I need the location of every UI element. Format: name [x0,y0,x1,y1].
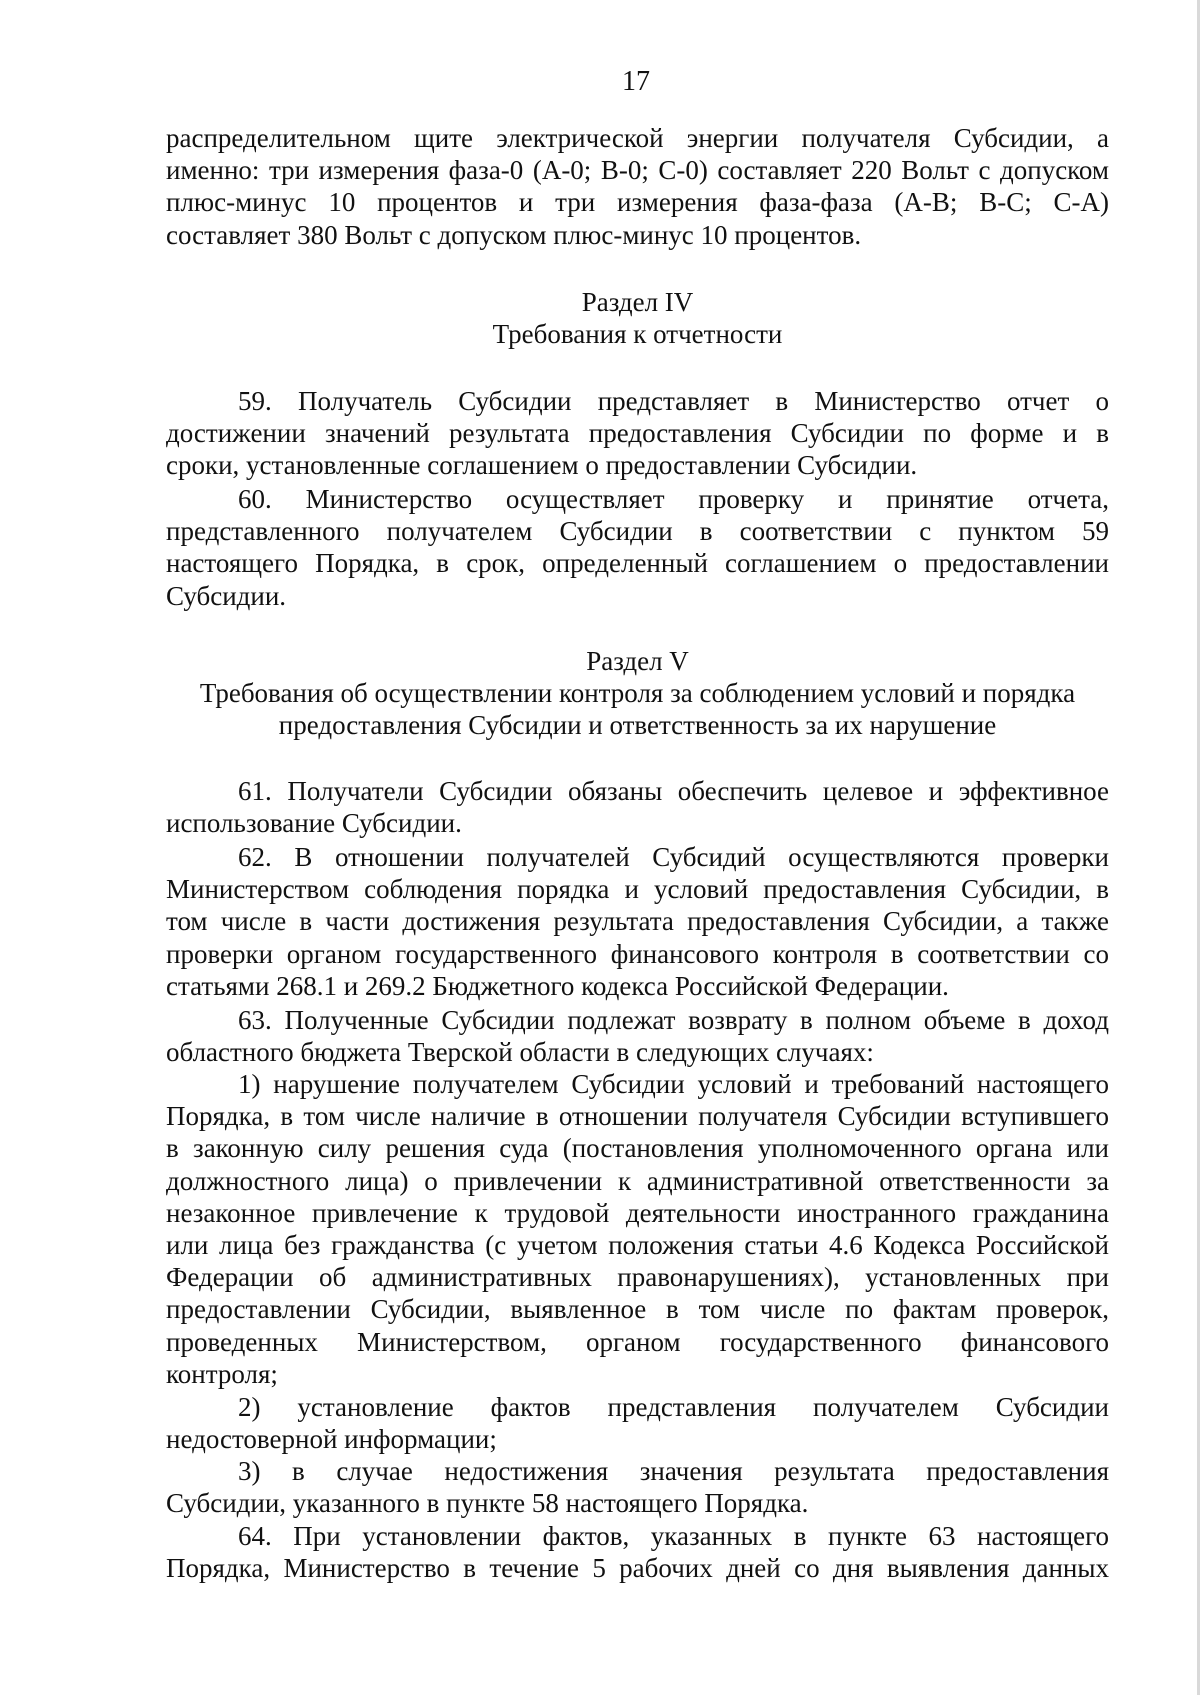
text-line: 59. Получатель Субсидии представляет в Министерство отчет о [238,386,1109,416]
text-line: Порядка, в том числе наличие в отношении получателя Субсидии вступившего [166,1101,1109,1132]
text-line: том числе в части достижения результата предоставления Субсидии, а также [166,906,1109,937]
text-line: составляет 380 Вольт с допуском плюс-минус 10 процентов. [166,219,862,250]
paragraph-59 [166,385,1109,482]
section-title: Требования об осуществлении контроля за соблюдением условий и порядка [199,678,1076,709]
text-line: именно: три измерения фаза-0 (А-0; В-0; С-0) составляет 220 Вольт с допуском [166,155,1109,186]
text-line: проверки органом государственного финансового контроля в соответствии со [166,938,1109,969]
text-line: или лица без гражданства (с учетом положения статьи 4.6 Кодекса Российской [166,1230,1109,1261]
text-line: незаконное привлечение к трудовой деятельности иностранного гражданина [166,1197,1109,1228]
text-line: плюс-минус 10 процентов и три измерения фаза-фаза (А-В; В-С; С-А) [166,187,1109,218]
paragraph-63 [166,1004,1109,1068]
text-line: областного бюджета Тверской области в следующих случаях: [166,1037,874,1068]
section-5-header [166,645,1109,742]
text-line: 62. В отношении получателей Субсидий осуществляются проверки [238,842,1109,872]
paragraph-61 [166,775,1109,839]
text-line: 61. Получатели Субсидии обязаны обеспечить целевое и эффективное [238,776,1109,806]
paragraph-62 [166,841,1109,1002]
text-line: использование Субсидии. [166,808,462,839]
text-line: Министерством соблюдения порядка и условий предоставления Субсидии, в [166,874,1109,905]
text-line: контроля; [166,1358,278,1389]
paragraph-64 [166,1520,1109,1584]
section-title: Требования к отчетности [492,319,783,350]
text-line: проведенных Министерством, органом государственного финансового [166,1326,1109,1357]
section-heading: Раздел IV [581,287,694,317]
text-line: достижении значений результата предоставления Субсидии по форме и в [166,418,1109,449]
paragraph-63-item-3 [166,1455,1109,1519]
section-heading: Раздел V [586,646,689,676]
text-line: 60. Министерство осуществляет проверку и принятие отчета, [238,484,1109,514]
text-line: 2) установление фактов представления получателем Субсидии [238,1392,1109,1422]
text-line: Федерации об административных правонарушениях), установленных при [166,1262,1109,1293]
text-line: статьями 268.1 и 269.2 Бюджетного кодекса Российской Федерации. [166,970,949,1001]
text-line: 63. Полученные Субсидии подлежат возврату в полном объеме в доход [238,1005,1109,1035]
section-title: предоставления Субсидии и ответственность за их нарушение [278,710,997,741]
text-line: сроки, установленные соглашением о предоставлении Субсидии. [166,450,918,481]
text-line: 1) нарушение получателем Субсидии условий и требований настоящего [238,1069,1109,1099]
text-line: 3) в случае недостижения значения результата предоставления [238,1456,1109,1486]
text-line: недостоверной информации; [166,1424,497,1455]
text-line: представленного получателем Субсидии в соответствии с пунктом 59 [166,516,1109,547]
paragraph-63-item-2 [166,1391,1109,1455]
text-line: настоящего Порядка, в срок, определенный соглашением о предоставлении [166,548,1109,579]
paragraph-63-item-1 [166,1068,1109,1390]
paragraph-60 [166,483,1109,612]
text-line: предоставлении Субсидии, выявленное в том числе по фактам проверок, [166,1294,1109,1325]
text-line: Субсидии, указанного в пункте 58 настоящего Порядка. [166,1488,809,1519]
page-number: 17 [622,66,650,97]
text-line: в законную силу решения суда (постановления уполномоченного органа или [166,1133,1109,1164]
section-4-header [166,286,1109,350]
text-line: Субсидии. [166,580,287,611]
text-line: 64. При установлении фактов, указанных в пункте 63 настоящего [238,1521,1109,1551]
text-line: Порядка, Министерство в течение 5 рабочих дней со дня выявления данных [166,1553,1109,1584]
text-line: должностного лица) о привлечении к административной ответственности за [166,1165,1109,1196]
intro-paragraph [166,122,1109,251]
text-line: распределительном щите электрической энергии получателя Субсидии, а [166,123,1109,153]
